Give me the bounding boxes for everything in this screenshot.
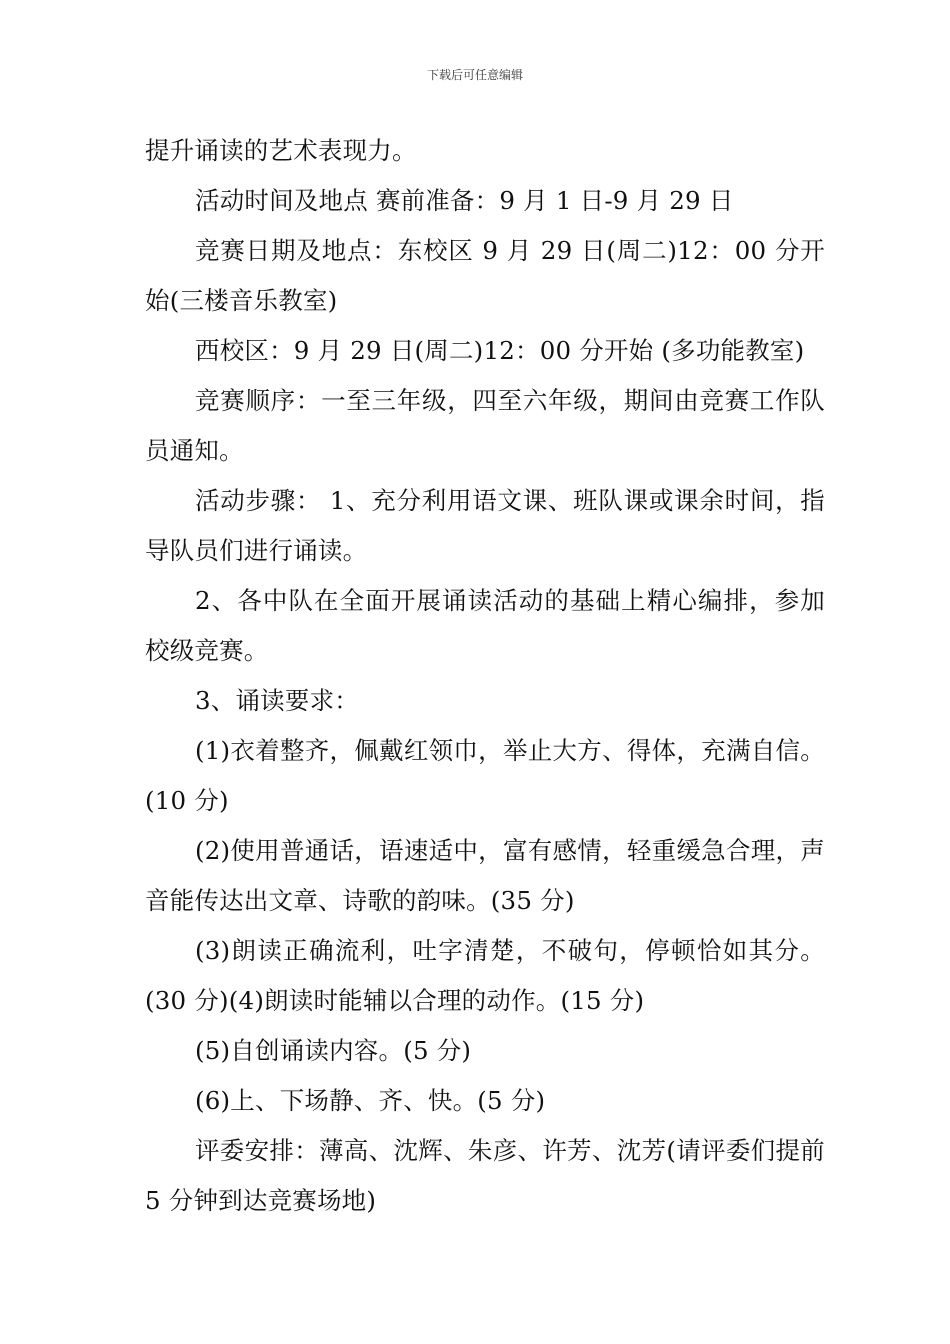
paragraph-7: 2、各中队在全面开展诵读活动的基础上精心编排，参加校级竞赛。 — [145, 586, 825, 665]
paragraph-10: (2)使用普通话，语速适中，富有感情，轻重缓急合理，声音能传达出文章、诗歌的韵味。(35 分) — [145, 836, 825, 915]
page-header: 下载后可任意编辑 — [426, 68, 523, 82]
paragraph-13: (6)上、下场静、齐、快。(5 分) — [195, 1086, 546, 1115]
paragraph-14: 评委安排：薄高、沈辉、朱彦、许芳、沈芳(请评委们提前 5 分钟到达竞赛场地) — [145, 1136, 825, 1215]
paragraph-2: 活动时间及地点 赛前准备：9 月 1 日-9 月 29 日 — [195, 186, 734, 215]
document-body — [145, 126, 825, 1226]
paragraph-4: 西校区：9 月 29 日(周二)12：00 分开始 (多功能教室) — [195, 336, 805, 365]
paragraph-12: (5)自创诵读内容。(5 分) — [195, 1036, 472, 1065]
paragraph-8: 3、诵读要求： — [195, 686, 359, 715]
paragraph-9: (1)衣着整齐，佩戴红领巾，举止大方、得体，充满自信。(10 分) — [145, 736, 825, 815]
paragraph-1: 提升诵读的艺术表现力。 — [145, 136, 417, 165]
paragraph-11: (3)朗读正确流利，吐字清楚，不破句，停顿恰如其分。(30 分)(4)朗读时能辅以合理的动作。(15 分) — [145, 936, 825, 1015]
paragraph-3: 竞赛日期及地点：东校区 9 月 29 日(周二)12：00 分开始(三楼音乐教室) — [145, 236, 825, 315]
paragraph-6: 活动步骤： 1、充分利用语文课、班队课或课余时间，指导队员们进行诵读。 — [145, 486, 825, 565]
paragraph-5: 竞赛顺序：一至三年级，四至六年级，期间由竞赛工作队员通知。 — [145, 386, 825, 465]
